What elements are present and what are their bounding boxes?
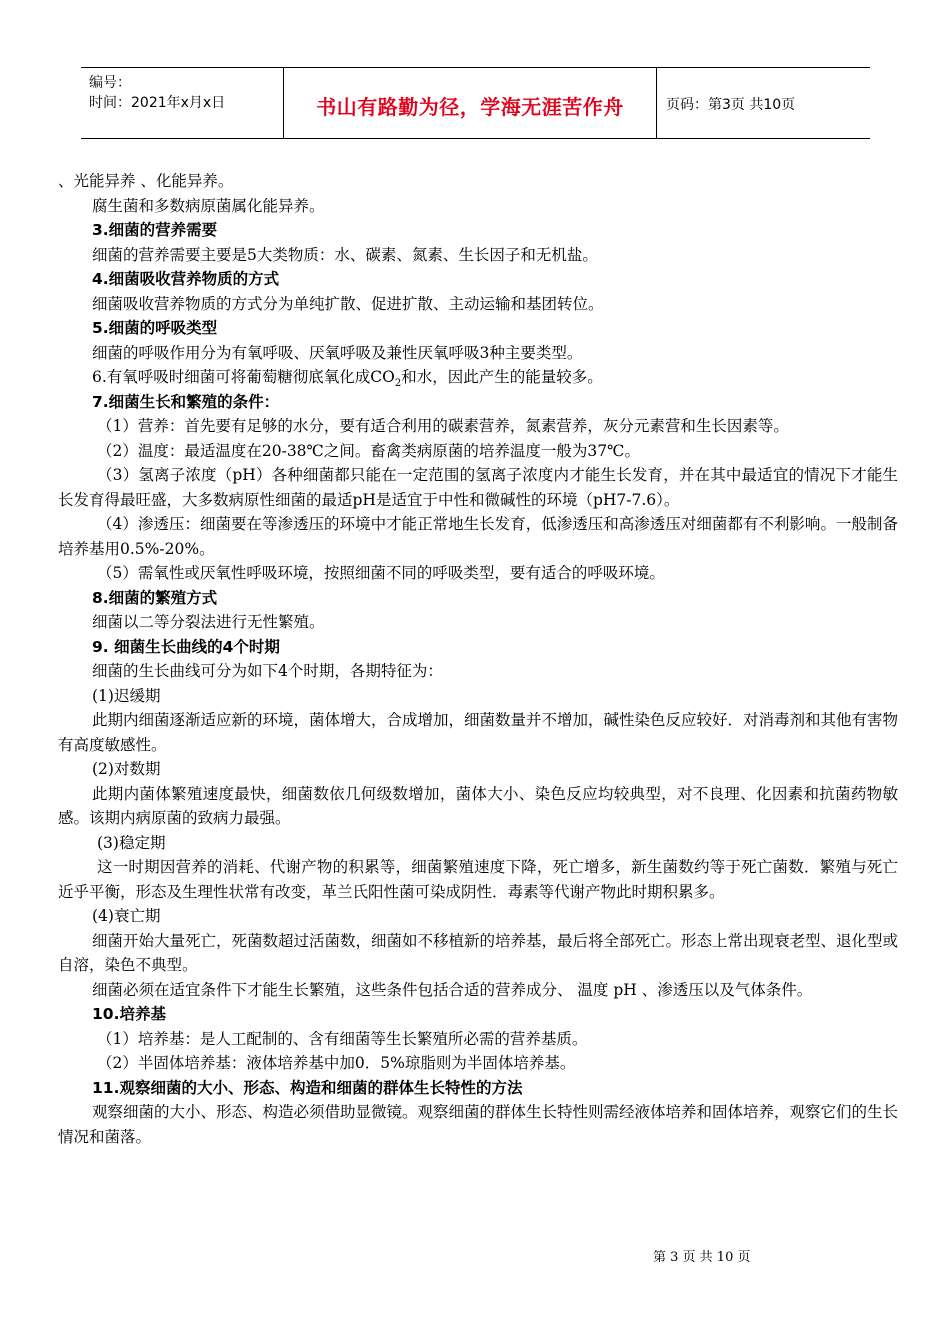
text: （4）渗透压：细菌要在等渗透压的环境中才能正常地生长发育，低渗透压和高渗透压对细菌都有不利影响。一般制备培养基用0.5%-20%。 <box>58 515 898 558</box>
paragraph: （2）半固体培养基：液体培养基中加0．5%琼脂则为半固体培养基。 <box>97 1054 576 1072</box>
text: 细菌开始大量死亡，死菌数超过活菌数，细菌如不移植新的培养基，最后将全部死亡。形态上常出现衰老型、退化型或自溶，染色不典型。 <box>58 931 899 974</box>
section-heading: 8.细菌的繁殖方式 <box>92 588 218 607</box>
motto: 书山有路勤为径，学海无涯苦作舟 <box>316 95 624 119</box>
section-heading: 5.细菌的呼吸类型 <box>92 319 218 337</box>
text: 这一时期因营养的消耗、代谢产物的积累等，细菌繁殖速度下降，死亡增多，新生菌数约等于死亡菌数．繁殖与死亡近乎平衡，形态及生理性状常有改变，革兰氏阳性菌可染成阴性．毒素等代谢产物此时期积累多。 <box>58 858 898 901</box>
paragraph <box>58 855 898 904</box>
text: （3）氢离子浓度（pH）各种细菌都只能在一定范围的氢离子浓度内才能生长发育，并在其中最适宜的情况下才能生长发育得最旺盛，大多数病原性细菌的最适pH是适宜于中性和微碱性的环境（pH7-7.6）。 <box>58 466 898 509</box>
paragraph <box>58 708 898 757</box>
paragraph: （2）温度：最适温度在20-38℃之间。畜禽类病原菌的培养温度一般为37℃。 <box>97 441 640 460</box>
paragraph: （1）培养基：是人工配制的、含有细菌等生长繁殖所必需的营养基质。 <box>97 1029 588 1048</box>
page-footer: 第 3 页 共 10 页 <box>653 1250 751 1265</box>
header-page-cell <box>656 68 870 138</box>
paragraph <box>58 1100 898 1149</box>
section-heading: 10.培养基 <box>92 1005 166 1023</box>
paragraph <box>58 463 898 512</box>
subscript: 2 <box>394 378 402 390</box>
header-info-cell <box>81 68 283 138</box>
paragraph: 细菌的营养需要主要是5大类物质：水、碳素、氮素、生长因子和无机盐。 <box>92 245 598 264</box>
header-motto-cell <box>283 68 657 138</box>
paragraph: 、光能异养 、化能异养。 <box>58 172 234 190</box>
text: 此期内菌体繁殖速度最快，细菌数依几何级数增加，菌体大小、染色反应均较典型，对不良理、化因素和抗菌药物敏感。该期内病原菌的致病力最强。 <box>58 784 898 827</box>
number-label: 编号： <box>89 75 131 91</box>
date-label: 时间：2021年x月x日 <box>89 95 226 111</box>
text: 细菌必须在适宜条件下才能生长繁殖，这些条件包括合适的营养成分、 温度 pH 、渗透压以及气体条件。 <box>92 980 813 999</box>
text: 此期内细菌逐渐适应新的环境，菌体增大，合成增加，细菌数量并不增加，碱性染色反应较好．对消毒剂和其他有害物有高度敏感性。 <box>58 711 899 754</box>
paragraph: 细菌的生长曲线可分为如下4个时期，各期特征为： <box>92 662 443 680</box>
text: 和水，因此产生的能量较多。 <box>401 368 603 386</box>
paragraph: 细菌以二等分裂法进行无性繁殖。 <box>92 613 325 631</box>
paragraph <box>58 365 898 390</box>
paragraph <box>58 512 898 561</box>
page-info: 页码：第3页 共10页 <box>666 97 796 113</box>
section-heading: 4.细菌吸收营养物质的方式 <box>92 270 280 288</box>
paragraph <box>58 414 898 439</box>
text: 观察细菌的大小、形态、构造必须借助显微镜。观察细菌的群体生长特性则需经液体培养和固体培养，观察它们的生长情况和菌落。 <box>58 1103 899 1146</box>
section-heading: 3.细菌的营养需要 <box>92 221 218 239</box>
document-body <box>58 169 898 1149</box>
subsection-heading: (4)衰亡期 <box>92 907 161 925</box>
paragraph <box>58 929 898 978</box>
text: 6.有氧呼吸时细菌可将葡萄糖彻底氧化成CO <box>92 368 395 386</box>
section-heading: 7.细菌生长和繁殖的条件： <box>92 392 280 411</box>
paragraph <box>58 782 898 831</box>
section-heading: 9. 细菌生长曲线的4个时期 <box>92 637 280 656</box>
subsection-heading: (2)对数期 <box>92 760 161 778</box>
subsection-heading: (3)稳定期 <box>97 833 166 852</box>
subsection-heading: (1)迟缓期 <box>92 686 161 705</box>
paragraph: 细菌吸收营养物质的方式分为单纯扩散、促进扩散、主动运输和基团转位。 <box>92 294 604 313</box>
paragraph <box>58 978 898 1003</box>
header-table <box>81 67 870 139</box>
paragraph: （5）需氧性或厌氧性呼吸环境，按照细菌不同的呼吸类型，要有适合的呼吸环境。 <box>97 564 665 582</box>
section-heading: 11.观察细菌的大小、形态、构造和细菌的群体生长特性的方法 <box>92 1078 523 1097</box>
paragraph: 腐生菌和多数病原菌属化能异养。 <box>92 196 325 215</box>
text: （1）营养：首先要有足够的水分，要有适合利用的碳素营养，氮素营养，灰分元素营和生长因素等。 <box>97 417 789 435</box>
paragraph: 细菌的呼吸作用分为有氧呼吸、厌氧呼吸及兼性厌氧呼吸3种主要类型。 <box>92 343 583 362</box>
